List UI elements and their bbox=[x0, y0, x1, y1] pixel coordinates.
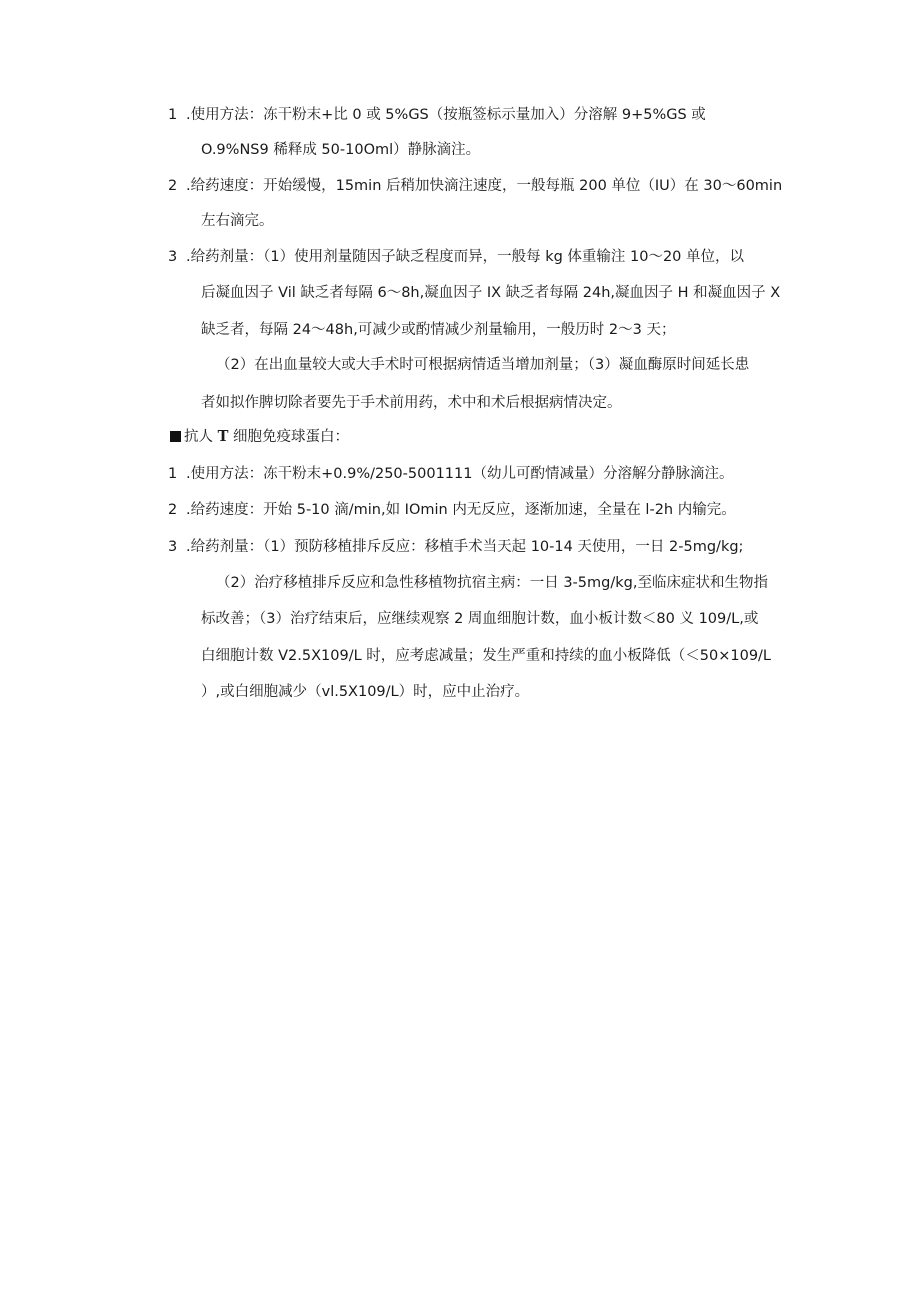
heading-bold-letter: T bbox=[217, 428, 229, 445]
item-number: 2 bbox=[168, 178, 178, 194]
item-line: O.9%NS9 稀释成 50-10Oml）静脉滴注。 bbox=[201, 142, 481, 158]
heading-prefix: 抗人 bbox=[184, 429, 218, 445]
item-line: 标改善；（3）治疗结束后，应继续观察 2 周血细胞计数，血小板计数＜80 义 109/L,或 bbox=[201, 611, 759, 627]
item-number: 3 bbox=[168, 249, 178, 265]
item-line: 缺乏者，每隔 24～48h,可减少或酌情减少剂量输用，一般历时 2～3 天； bbox=[201, 322, 676, 338]
item-line: 后凝血因子 Vil 缺乏者每隔 6～8h,凝血因子 IX 缺乏者每隔 24h,凝血因子 H 和凝血因子 X bbox=[201, 285, 781, 301]
item-line: .使用方法：冻干粉末+比 0 或 5%GS（按瓶签标示量加入）分溶解 9+5%GS 或 bbox=[186, 107, 706, 123]
square-bullet-icon bbox=[170, 431, 181, 442]
item-line: .给药速度：开始缓慢，15min 后稍加快滴注速度，一般每瓶 200 单位（IU）在 30～60min bbox=[186, 178, 783, 194]
item-line: （2）在出血量较大或大手术时可根据病情适当增加剂量；（3）凝血酶原时间延长患 bbox=[216, 357, 750, 373]
section-2-heading bbox=[170, 427, 349, 447]
item-line: ）,或白细胞减少（vl.5X109/L）时，应中止治疗。 bbox=[201, 684, 530, 700]
item-line: 者如拟作脾切除者要先于手术前用药，术中和术后根据病情决定。 bbox=[201, 395, 622, 411]
item-line: （2）治疗移植排斥反应和急性移植物抗宿主病：一日 3-5mg/kg,至临床症状和生物指 bbox=[216, 575, 768, 591]
item-number: 1 bbox=[168, 107, 178, 123]
item-line: 左右滴完。 bbox=[201, 213, 274, 229]
item-line: 白细胞计数 V2.5X109/L 时，应考虑减量；发生严重和持续的血小板降低（＜50×109/L bbox=[201, 648, 772, 664]
item-number: 1 bbox=[168, 466, 178, 482]
item-line: .使用方法：冻干粉末+0.9%/250-5001111（幼儿可酌情减量）分溶解分静脉滴注。 bbox=[186, 466, 734, 482]
item-number: 2 bbox=[168, 502, 178, 518]
item-line: .给药速度：开始 5-10 滴/min,如 IOmin 内无反应，逐渐加速，全量在 l-2h 内输完。 bbox=[186, 502, 736, 518]
item-number: 3 bbox=[168, 539, 178, 555]
heading-suffix: 细胞免疫球蛋白： bbox=[228, 429, 350, 445]
item-line: .给药剂量：（1）预防移植排斥反应：移植手术当天起 10-14 天使用，一日 2-5mg/kg; bbox=[186, 539, 744, 555]
item-line: .给药剂量：（1）使用剂量随因子缺乏程度而异，一般每 kg 体重输注 10～20 单位，以 bbox=[186, 249, 745, 265]
